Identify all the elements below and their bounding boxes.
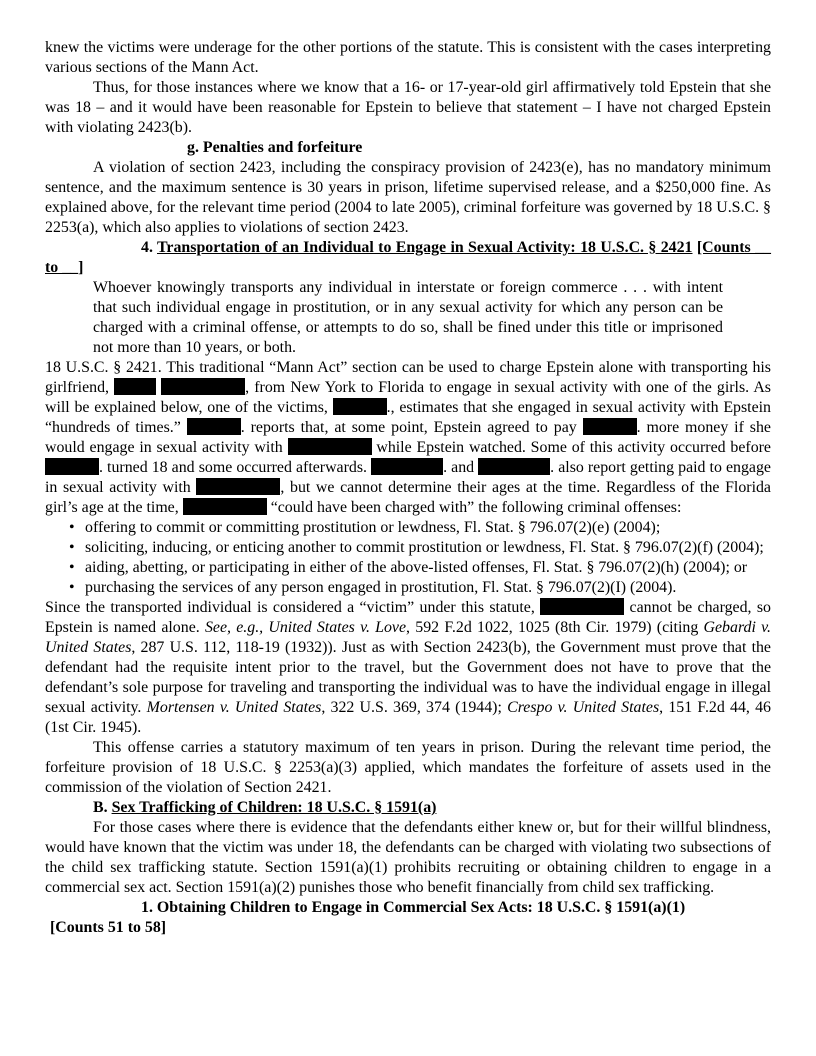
case-citation: Crespo v. United States [507, 699, 660, 716]
redaction-box [333, 398, 387, 415]
text-span: while Epstein watched. Some of this activity occurred before [376, 439, 771, 456]
text-span: , 322 U.S. 369, 374 (1944); [321, 699, 502, 716]
text-span: ., estimates that she engaged in sexual activity with Epstein “hundreds of times.” [45, 399, 771, 436]
text-span: , from New York to Florida to engage in sexual activity with one of the girls. As will be explained below, one of the victims, [45, 379, 771, 416]
paragraph-victim-not-charged [45, 598, 771, 738]
redaction-box [114, 378, 156, 395]
list-item-text: aiding, abetting, or participating in either of the above-listed offenses, Fl. Stat. § 796.07(2)(h) (2004); or [85, 559, 748, 576]
redaction-box [540, 598, 624, 615]
florida-offenses-list [45, 518, 771, 598]
bullet-icon: • [69, 539, 75, 556]
text-span: . and [443, 459, 475, 476]
text-span: . turned 18 and some occurred afterwards. [99, 459, 368, 476]
bullet-icon: • [69, 579, 75, 596]
heading-section-4-counts: [Counts __ to __] [45, 239, 771, 276]
list-item [69, 518, 771, 538]
document-page [45, 38, 771, 938]
bullet-icon: • [69, 559, 75, 576]
heading-section-4 [45, 238, 771, 278]
heading-subsection-1-counts: [Counts 51 to 58] [50, 919, 167, 936]
text-span: “could have been charged with” the following criminal offenses: [270, 499, 682, 516]
text-span: . also report getting paid to engage in sexual activity with [45, 459, 771, 496]
heading-section-4-number: 4. [141, 239, 153, 256]
paragraph-2421-charge [45, 358, 771, 518]
redaction-box [196, 478, 280, 495]
redaction-box [288, 438, 372, 455]
list-item-text: soliciting, inducing, or enticing another to commit prostitution or lewdness, Fl. Stat. § 796.07(2)(f) (2004); [85, 539, 764, 556]
text-span: Since the transported individual is considered a “victim” under this statute, [45, 599, 535, 616]
list-item [69, 558, 771, 578]
paragraph-not-charged-2423b: Thus, for those instances where we know that a 16- or 17-year-old girl affirmatively told Epstein that she was 18 – and it would have been reasonable for Epstein to believe that statement – I have not charged Epstein with violating 2423(b). [45, 79, 771, 136]
redaction-box [161, 378, 245, 395]
paragraph-2421-penalty: This offense carries a statutory maximum of ten years in prison. During the relevant time period, the forfeiture provision of 18 U.S.C. § 2253(a)(3) applied, which mandates the forfeiture of assets used in the commission of the violation of Section 2421. [45, 739, 771, 796]
text-span: , 287 U.S. 112, 118-19 (1932)). Just as with Section 2423(b), the Government must prove that the defendant had the requisite intent prior to the travel, but the Government does not have to prove that the defendant’s sole purpose for traveling and transporting the individual was to have the individual engage in illegal sexual activity. [45, 639, 771, 716]
text-span: , 592 F.2d 1022, 1025 (8th Cir. 1979) (citing [406, 619, 699, 636]
redaction-box [583, 418, 637, 435]
text-span: cannot be charged, so Epstein is named alone. [45, 599, 771, 636]
heading-section-b [45, 798, 771, 818]
redaction-box [478, 458, 550, 475]
redaction-box [183, 498, 267, 515]
text-span: , 151 F.2d 44, 46 (1st Cir. 1945). [45, 699, 771, 736]
list-item-text: offering to commit or committing prostitution or lewdness, Fl. Stat. § 796.07(2)(e) (2004); [85, 519, 661, 536]
heading-penalties-forfeiture: g. Penalties and forfeiture [187, 139, 363, 156]
paragraph-mann-act-cases: knew the victims were underage for the other portions of the statute. This is consistent with the cases interpreting various sections of the Mann Act. [45, 39, 771, 76]
redaction-box [187, 418, 241, 435]
case-citation: See, e.g., United States v. Love [204, 619, 407, 636]
redaction-box [371, 458, 443, 475]
text-span: . reports that, at some point, Epstein agreed to pay [240, 419, 577, 436]
case-citation: Mortensen v. United States [146, 699, 322, 716]
heading-section-b-number: B. [93, 799, 108, 816]
statute-block-quote: Whoever knowingly transports any individual in interstate or foreign commerce . . . with intent that such individual engage in prostitution, or in any sexual activity for which any person can be charged with a criminal offense, or attempts to do so, shall be fined under this title or imprisoned not more than 10 years, or both. [93, 279, 723, 356]
paragraph-2423-penalties: A violation of section 2423, including the conspiracy provision of 2423(e), has no mandatory minimum sentence, and the maximum sentence is 30 years in prison, lifetime supervised release, and a $250,000 fine. As explained above, for the relevant time period (2004 to late 2005), criminal forfeiture was governed by 18 U.S.C. § 2253(a), which also applies to violations of section 2423. [45, 159, 771, 236]
heading-subsection-1: 1. Obtaining Children to Engage in Commercial Sex Acts: 18 U.S.C. § 1591(a)(1) [141, 899, 686, 916]
text-span: . more money if she would engage in sexual activity with [45, 419, 771, 456]
heading-section-4-title: Transportation of an Individual to Engage in Sexual Activity: 18 U.S.C. § 2421 [157, 239, 693, 256]
list-item [69, 538, 771, 558]
case-citation: Gebardi v. United States [45, 619, 771, 656]
text-span: 18 U.S.C. § 2421. This traditional “Mann Act” section can be used to charge Epstein alone with transporting his girlfriend, [45, 359, 771, 396]
list-item-text: purchasing the services of any person engaged in prostitution, Fl. Stat. § 796.07(2)(I) (2004). [85, 579, 677, 596]
text-span: , but we cannot determine their ages at the time. Regardless of the Florida girl’s age at the time, [45, 479, 771, 516]
heading-section-b-title: Sex Trafficking of Children: 18 U.S.C. § 1591(a) [111, 799, 437, 816]
redaction-box [45, 458, 99, 475]
paragraph-1591-overview: For those cases where there is evidence that the defendants either knew or, but for their willful blindness, would have known that the victim was under 18, the defendants can be charged with violating two subsections of the child sex trafficking statute. Section 1591(a)(1) prohibits recruiting or obtaining children to engage in a commercial sex act. Section 1591(a)(2) punishes those who benefit financially from child sex trafficking. [45, 819, 771, 896]
list-item [69, 578, 771, 598]
bullet-icon: • [69, 519, 75, 536]
